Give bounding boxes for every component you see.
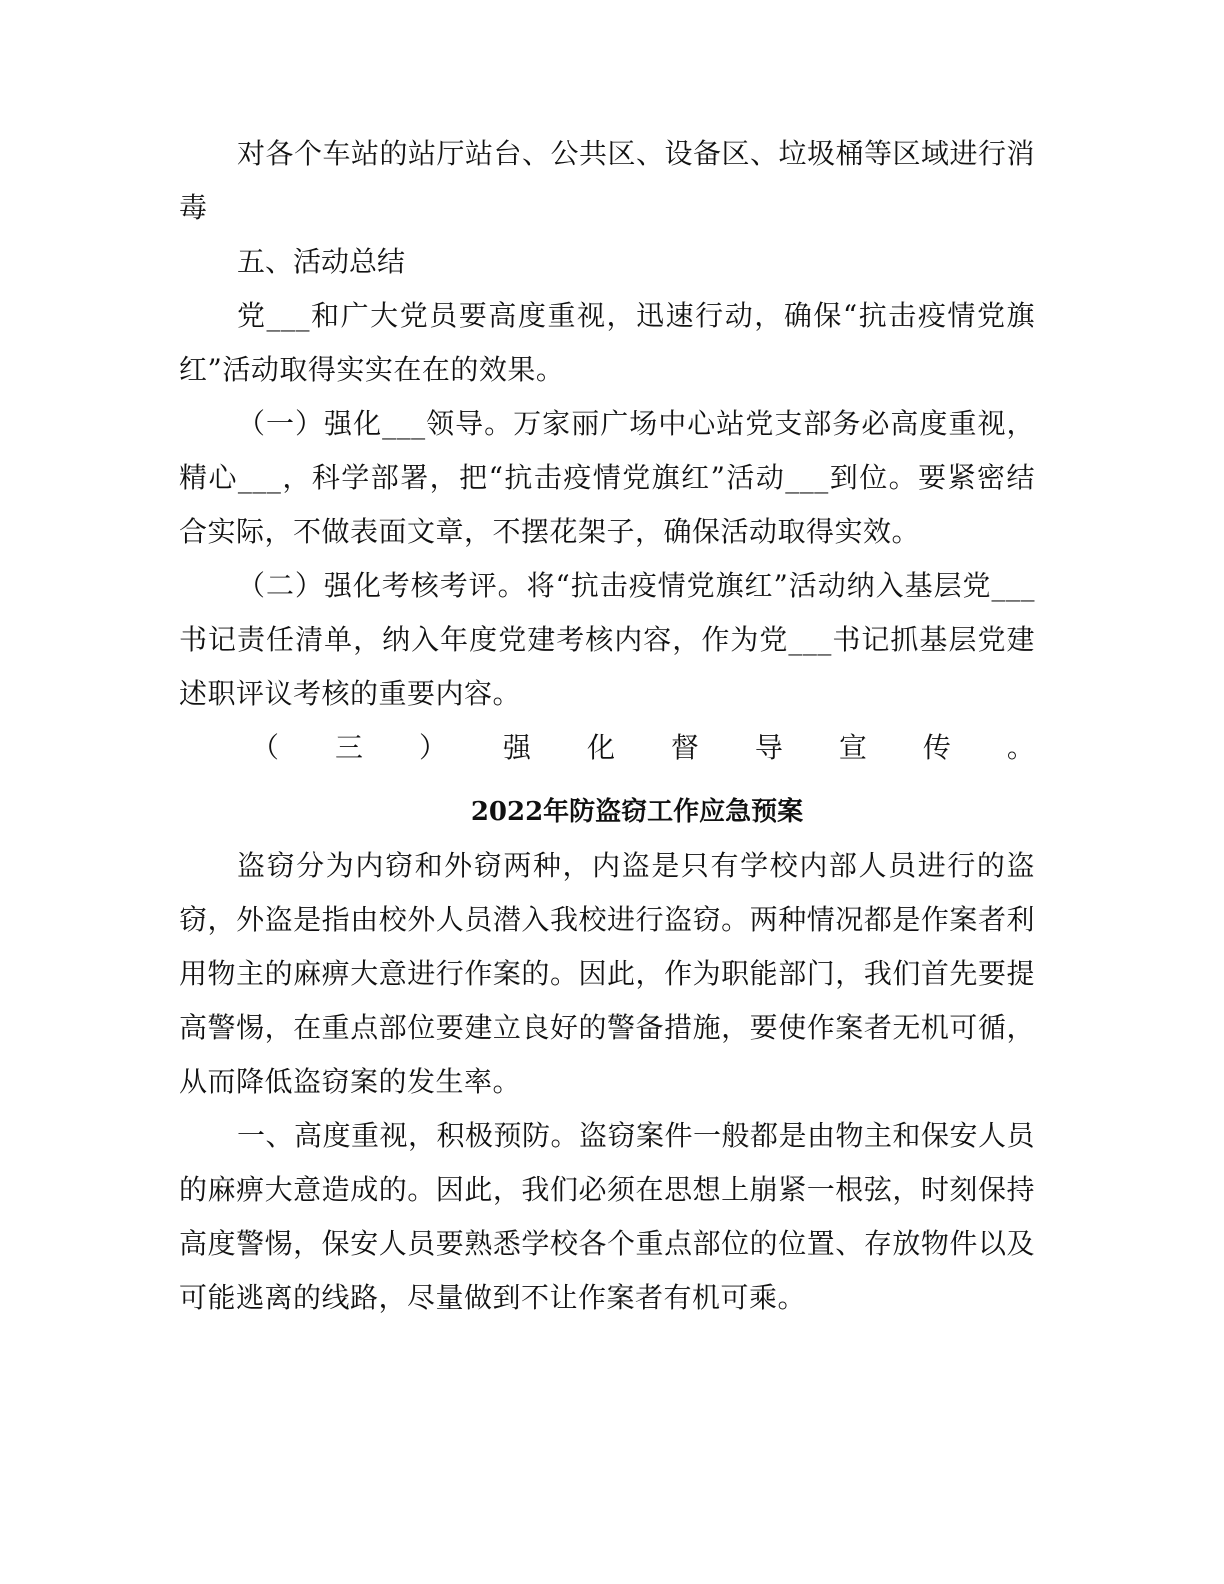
paragraph-strengthen-assessment: （二）强化考核考评。将“抗击疫情党旗红”活动纳入基层党___书记责任清单，纳入年度党建考核内容，作为党___书记抓基层党建述职评议考核的重要内容。 [179,569,1035,710]
spread-char: 宣 [838,731,867,764]
paragraph-prevention: 一、高度重视，积极预防。盗窃案件一般都是由物主和保安人员的麻痹大意造成的。因此，我们必须在思想上崩紧一根弦，时刻保持高度警惕，保安人员要熟悉学校各个重点部位的位置、存放物件以及可能逃离的线路，尽量做到不让作案者有机可乘。 [179,1119,1036,1314]
paragraph-theft-types: 盗窃分为内窃和外窃两种，内盗是只有学校内部人员进行的盗窃，外盗是指由校外人员潜入我校进行盗窃。两种情况都是作案者利用物主的麻痹大意进行作案的。因此，作为职能部门，我们首先要提高警惕，在重点部位要建立良好的警备措施，要使作案者无机可循，从而降低盗窃案的发生率。 [179,849,1035,1098]
section-heading-summary: 五、活动总结 [237,245,406,278]
paragraph-strengthen-leadership: （一）强化___领导。万家丽广场中心站党支部务必高度重视，精心___，科学部署，把“抗击疫情党旗红”活动___到位。要紧密结合实际，不做表面文章，不摆花架子，确保活动取得实效。 [179,407,1035,548]
document-page [179,127,1035,1325]
spread-char: 强 [502,731,531,764]
spread-char: （ [251,731,280,764]
paragraph-party-members: 党___和广大党员要高度重视，迅速行动，确保“抗击疫情党旗红”活动取得实实在在的效果。 [179,299,1035,386]
paragraph-strengthen-supervision [179,721,1035,775]
spread-char: 传 [922,731,951,764]
spread-char: 导 [754,731,783,764]
paragraph-disinfection: 对各个车站的站厅站台、公共区、设备区、垃圾桶等区域进行消毒 [179,137,1036,224]
spread-char: 三 [334,731,363,764]
spread-char: 化 [586,731,615,764]
spread-char: 督 [670,731,699,764]
spread-char: ） [418,731,447,764]
document-title: 2022年防盗窃工作应急预案 [470,797,804,827]
spread-char: 。 [1006,731,1035,764]
